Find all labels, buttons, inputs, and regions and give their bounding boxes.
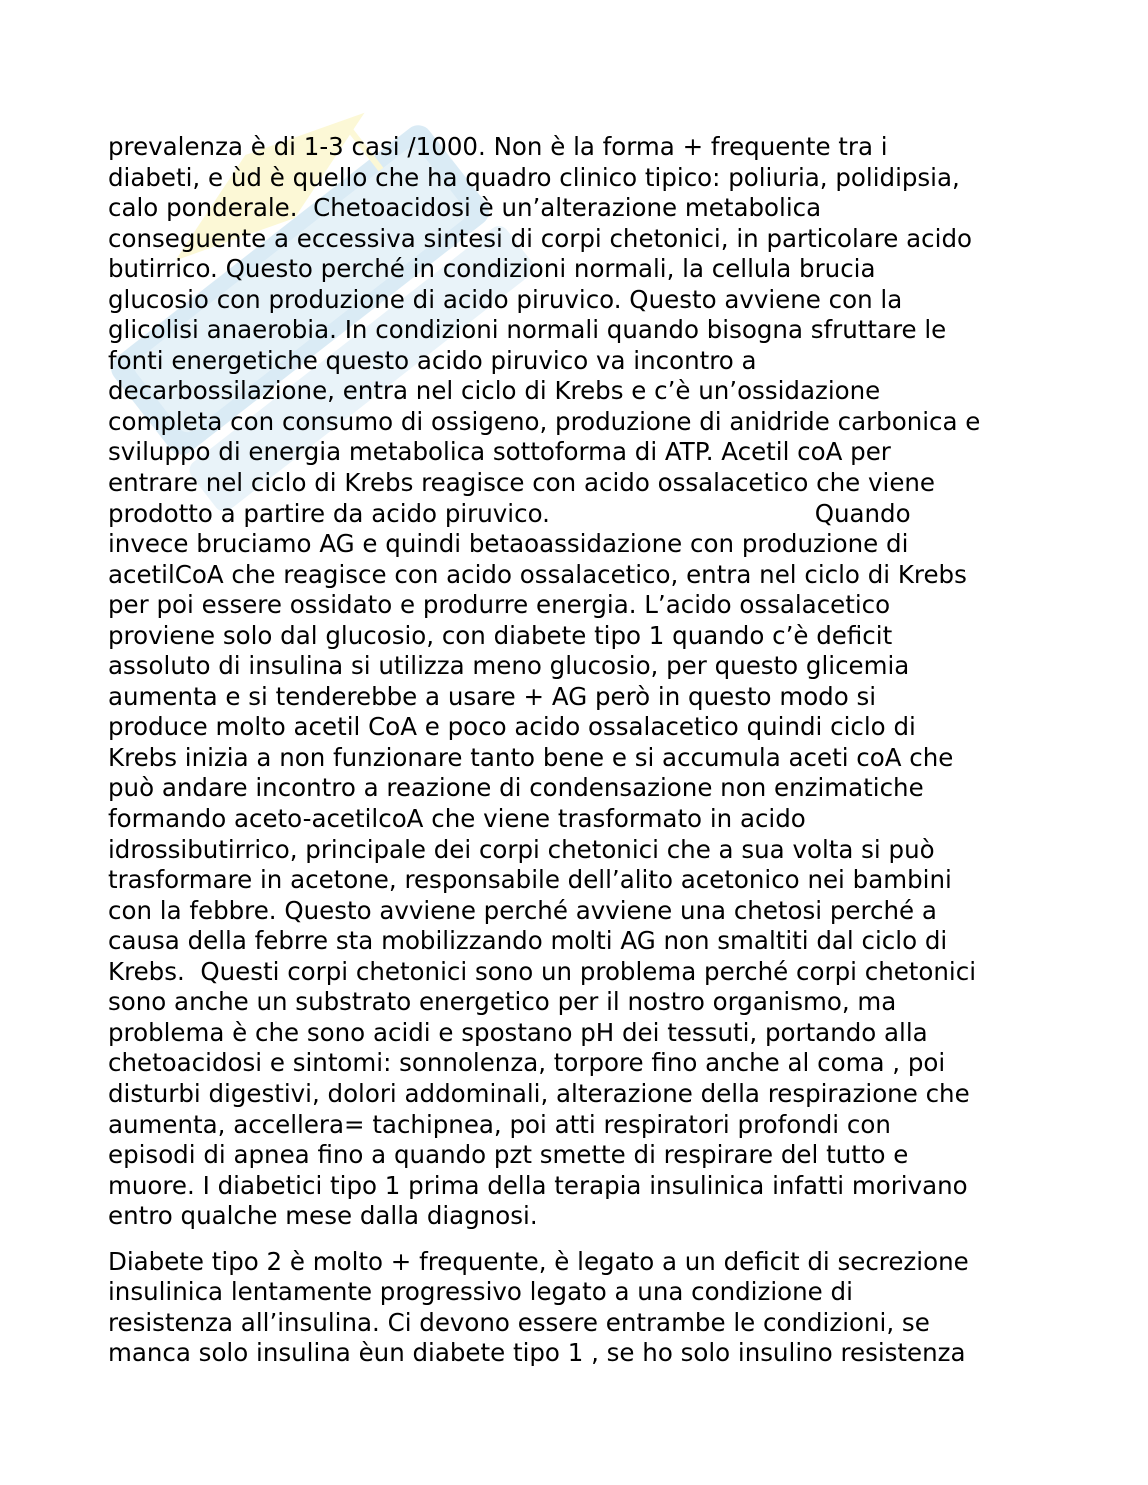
text-line: chetoacidosi e sintomi: sonnolenza, torpore fino anche al coma , poi <box>108 1048 946 1078</box>
text-line: fonti energetiche questo acido piruvico va incontro a <box>108 345 757 375</box>
text-line: entro qualche mese dalla diagnosi. <box>108 1201 538 1231</box>
text-line: sviluppo di energia metabolica sottoforma di ATP. Acetil coA per <box>108 437 891 467</box>
text-line: glicolisi anaerobia. In condizioni normali quando bisogna sfruttare le <box>108 315 947 345</box>
text-line: sono anche un substrato energetico per il nostro organismo, ma <box>108 987 897 1017</box>
text-line: formando aceto-acetilcoA che viene trasformato in acido <box>108 804 806 834</box>
text-line: calo ponderale. Chetoacidosi è un’alterazione metabolica <box>108 193 822 223</box>
text-line: Diabete tipo 2 è molto + frequente, è legato a un deficit di secrezione <box>108 1246 969 1276</box>
text-line: invece bruciamo AG e quindi betaoassidazione con produzione di <box>108 529 909 559</box>
text-line: decarbossilazione, entra nel ciclo di Krebs e c’è un’ossidazione <box>108 376 881 406</box>
text-line: manca solo insulina èun diabete tipo 1 , se ho solo insulino resistenza <box>108 1338 966 1368</box>
text-line: resistenza all’insulina. Ci devono essere entrambe le condizioni, se <box>108 1307 930 1337</box>
text-line: diabeti, e ùd è quello che ha quadro clinico tipico: poliuria, polidipsia, <box>108 162 960 192</box>
text-line: aumenta e si tenderebbe a usare + AG però in questo modo si <box>108 681 877 711</box>
text-line: produce molto acetil CoA e poco acido ossalacetico quindi ciclo di <box>108 712 916 742</box>
document-text <box>108 132 1048 1369</box>
text-line: proviene solo dal glucosio, con diabete tipo 1 quando c’è deficit <box>108 620 893 650</box>
text-line: può andare incontro a reazione di condensazione non enzimatiche <box>108 773 924 803</box>
text-line: disturbi digestivi, dolori addominali, alterazione della respirazione che <box>108 1078 970 1108</box>
text-line: problema è che sono acidi e spostano pH dei tessuti, portando alla <box>108 1017 928 1047</box>
text-line: idrossibutirrico, principale dei corpi chetonici che a sua volta si può <box>108 834 935 864</box>
text-line: episodi di apnea fino a quando pzt smette di respirare del tutto e <box>108 1140 909 1170</box>
text-line: muore. I diabetici tipo 1 prima della terapia insulinica infatti morivano <box>108 1170 968 1200</box>
text-line: causa della febrre sta mobilizzando molti AG non smaltiti dal ciclo di <box>108 926 948 956</box>
text-line: acetilCoA che reagisce con acido ossalacetico, entra nel ciclo di Krebs <box>108 559 967 589</box>
text-line: butirrico. Questo perché in condizioni normali, la cellula brucia <box>108 254 876 284</box>
paragraph <box>108 132 1048 1232</box>
text-line: conseguente a eccessiva sintesi di corpi chetonici, in particolare acido <box>108 223 972 253</box>
text-line: aumenta, accellera= tachipnea, poi atti respiratori profondi con <box>108 1109 891 1139</box>
text-line: con la febbre. Questo avviene perché avviene una chetosi perché a <box>108 895 937 925</box>
text-line: glucosio con produzione di acido piruvico. Questo avviene con la <box>108 284 903 314</box>
text-line: assoluto di insulina si utilizza meno glucosio, per questo glicemia <box>108 651 910 681</box>
paragraph <box>108 1247 1048 1369</box>
text-line: per poi essere ossidato e produrre energia. L’acido ossalacetico <box>108 590 891 620</box>
text-line: insulinica lentamente progressivo legato a una condizione di <box>108 1277 853 1307</box>
text-line: Krebs. Questi corpi chetonici sono un problema perché corpi chetonici <box>108 956 977 986</box>
text-line: entrare nel ciclo di Krebs reagisce con acido ossalacetico che viene <box>108 468 936 498</box>
paragraph-gap <box>108 1232 1048 1247</box>
text-line: Krebs inizia a non funzionare tanto bene e si accumula aceti coA che <box>108 742 954 772</box>
text-line: prevalenza è di 1-3 casi /1000. Non è la forma + frequente tra i <box>108 132 888 161</box>
text-line: prodotto a partire da acido piruvico. Quando <box>108 498 911 528</box>
text-line: trasformare in acetone, responsabile dell’alito acetonico nei bambini <box>108 865 952 895</box>
text-line: completa con consumo di ossigeno, produzione di anidride carbonica e <box>108 406 981 436</box>
